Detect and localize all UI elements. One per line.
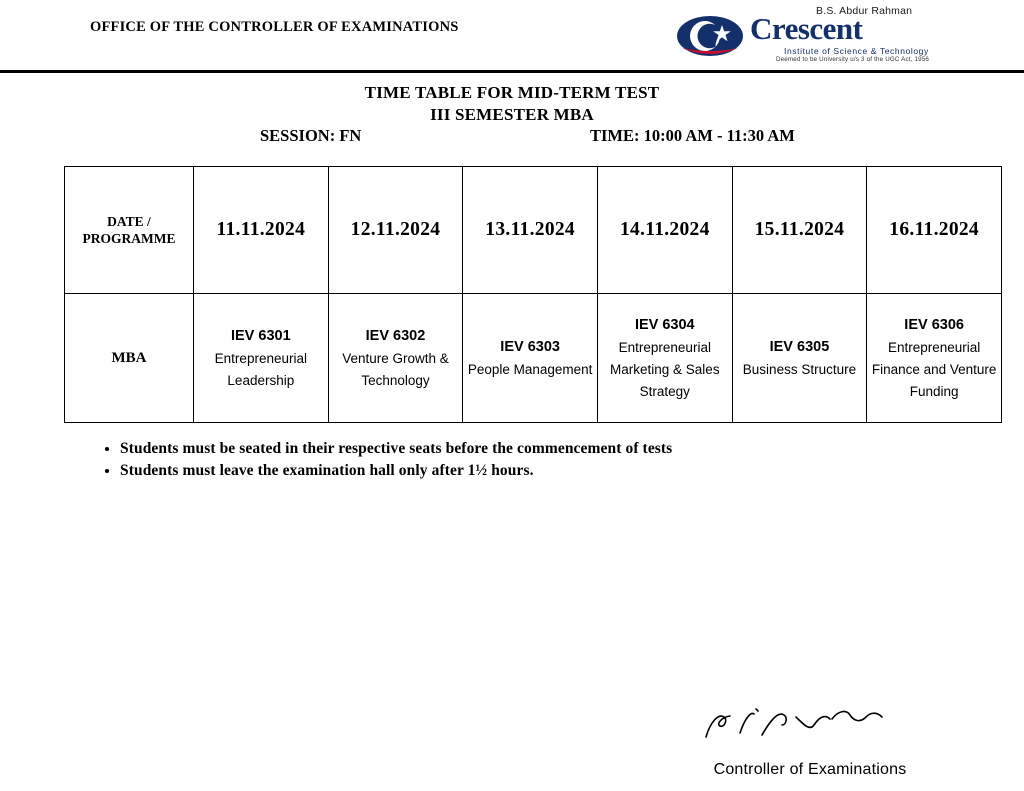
header-cell-date-4: 14.11.2024 bbox=[597, 167, 732, 294]
header-label-line1: DATE / bbox=[107, 214, 151, 229]
course-cell-4 bbox=[597, 294, 732, 423]
crescent-star-icon bbox=[676, 15, 744, 57]
time-label: TIME: 10:00 AM - 11:30 AM bbox=[590, 126, 795, 145]
instructions-list bbox=[96, 438, 672, 482]
header-cell-date-3: 13.11.2024 bbox=[463, 167, 598, 294]
row-label-programme: MBA bbox=[65, 294, 194, 423]
course-code: IEV 6303 bbox=[500, 338, 560, 355]
course-code: IEV 6302 bbox=[365, 327, 426, 344]
header-cell-date-2: 12.11.2024 bbox=[328, 167, 463, 294]
header-cell-date-programme bbox=[65, 167, 194, 294]
handwritten-signature-icon bbox=[700, 695, 920, 745]
timetable-header-row bbox=[65, 167, 1002, 294]
header-cell-date-5: 15.11.2024 bbox=[732, 167, 867, 294]
course-name: Entrepreneurial Finance and Venture Funding bbox=[871, 339, 997, 399]
logo-accreditation: Deemed to be University u/s 3 of the UGC Act, 1956 bbox=[776, 56, 930, 63]
header-label-line2: PROGRAMME bbox=[82, 231, 176, 246]
course-code: IEV 6304 bbox=[634, 316, 695, 333]
course-cell-1 bbox=[194, 294, 329, 423]
course-name: Business Structure bbox=[742, 361, 857, 377]
header-cell-date-6: 16.11.2024 bbox=[867, 167, 1002, 294]
list-item: • Students must leave the examination hall only after 1½ hours. bbox=[120, 460, 672, 482]
course-name: Venture Growth & Technology bbox=[342, 350, 449, 388]
course-name: Entrepreneurial Leadership bbox=[214, 350, 307, 388]
session-label: SESSION: FN bbox=[260, 126, 362, 145]
title-line-1: TIME TABLE FOR MID-TERM TEST bbox=[364, 83, 660, 102]
course-cell-6 bbox=[867, 294, 1002, 423]
list-item: • Students must be seated in their respective seats before the commencement of tests bbox=[120, 438, 672, 460]
header-cell-date-1: 11.11.2024 bbox=[194, 167, 329, 294]
course-code: IEV 6306 bbox=[904, 316, 964, 333]
course-code: IEV 6305 bbox=[769, 338, 830, 355]
logo-subtitle: Institute of Science & Technology bbox=[784, 46, 929, 56]
institution-logo bbox=[676, 5, 936, 65]
timetable bbox=[64, 166, 1002, 423]
logo-wordmark: Crescent bbox=[750, 11, 863, 46]
course-code: IEV 6301 bbox=[230, 327, 291, 344]
signature-caption: Controller of Examinations bbox=[713, 761, 907, 778]
document-title bbox=[0, 82, 1024, 126]
header-divider bbox=[0, 70, 1024, 73]
title-line-2: III SEMESTER MBA bbox=[430, 105, 594, 124]
page-header bbox=[0, 0, 1024, 70]
course-name: People Management bbox=[467, 361, 593, 377]
course-cell-2 bbox=[328, 294, 463, 423]
course-cell-5 bbox=[732, 294, 867, 423]
logo-supertext: B.S. Abdur Rahman bbox=[816, 5, 913, 17]
course-cell-3 bbox=[463, 294, 598, 423]
signature-block bbox=[640, 695, 980, 779]
table-row bbox=[65, 294, 1002, 423]
session-time-row bbox=[0, 126, 1024, 148]
office-title: OFFICE OF THE CONTROLLER OF EXAMINATIONS bbox=[90, 19, 459, 35]
course-name: Entrepreneurial Marketing & Sales Strategy bbox=[610, 339, 720, 399]
